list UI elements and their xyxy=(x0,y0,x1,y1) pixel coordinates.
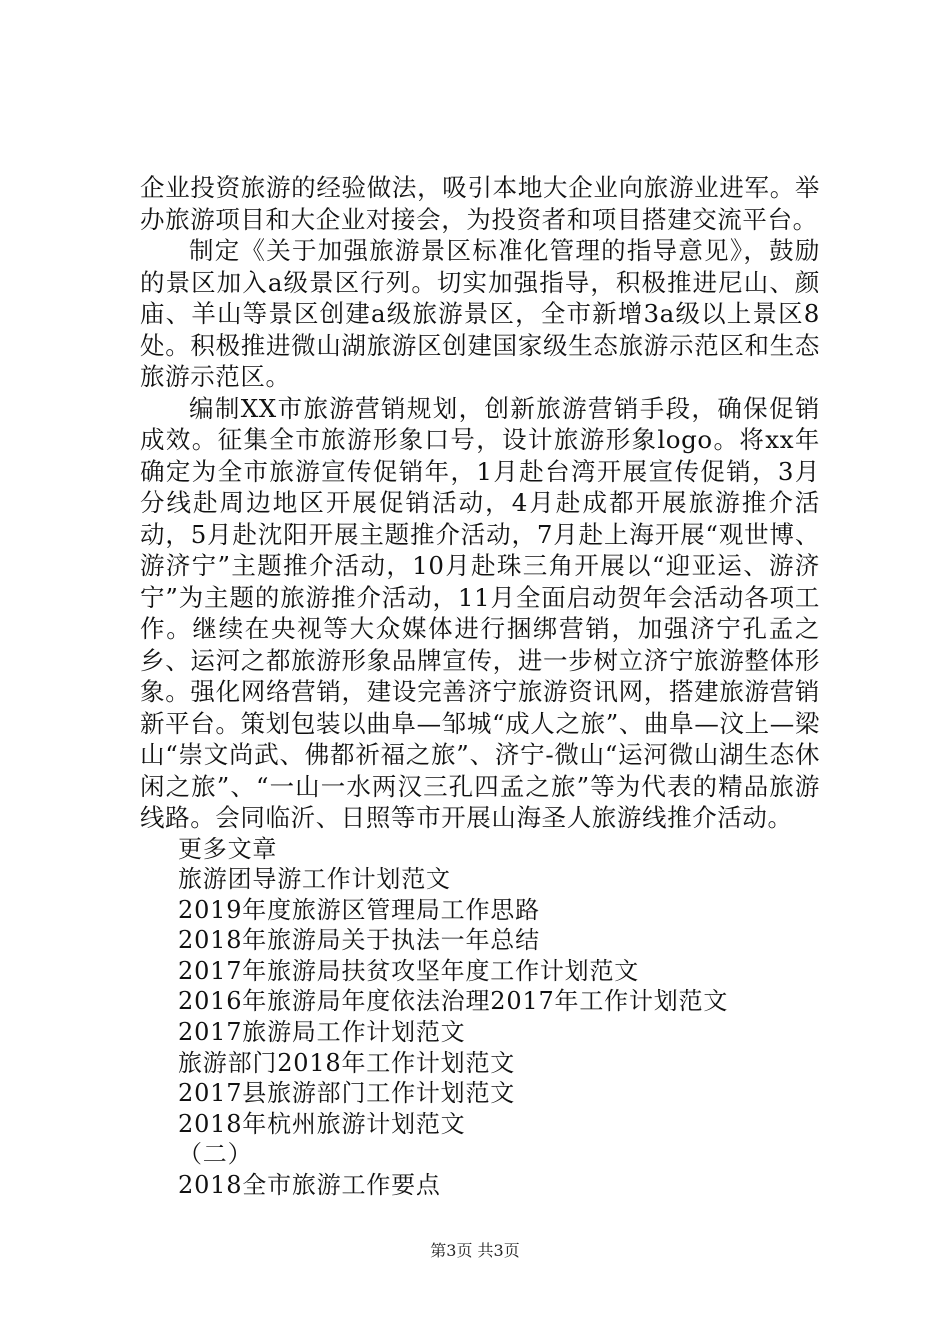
paragraph-scenic-standards: 制定《关于加强旅游景区标准化管理的指导意见》，鼓励的景区加入a级景区行列。切实加强指导，积极推进尼山、颜庙、羊山等景区创建a级旅游景区，全市新增3a级以上景区8处。积极推进微山湖旅游区创建国家级生态旅游示范区和生态旅游示范区。 xyxy=(140,236,820,391)
article-link[interactable]: 旅游团导游工作计划范文 xyxy=(178,865,451,894)
paragraph-investment: 企业投资旅游的经验做法，吸引本地大企业向旅游业进军。举办旅游项目和大企业对接会，为投资者和项目搭建交流平台。 xyxy=(140,173,820,234)
list-item[interactable] xyxy=(140,986,820,1017)
list-item[interactable] xyxy=(140,956,820,987)
document-body xyxy=(140,172,820,1201)
list-item[interactable] xyxy=(140,1109,820,1140)
paragraph-marketing: 编制XX市旅游营销规划，创新旅游营销手段，确保促销成效。征集全市旅游形象口号，设计旅游形象logo。将xx年确定为全市旅游宣传促销年，1月赴台湾开展宣传促销，3月分线赴周边地区开展促销活动，4月赴成都开展旅游推介活动，5月赴沈阳开展主题推介活动，7月赴上海开展“观世博、游济宁”主题推介活动，10月赴珠三角开展以“迎亚运、游济宁”为主题的旅游推介活动，11月全面启动贺年会活动各项工作。继续在央视等大众媒体进行捆绑营销，加强济宁孔孟之乡、运河之都旅游形象品牌宣传，进一步树立济宁旅游整体形象。强化网络营销，建设完善济宁旅游资讯网，搭建旅游营销新平台。策划包装以曲阜—邹城“成人之旅”、曲阜—汶上—梁山“崇文尚武、佛都祈福之旅”、济宁-微山“运河微山湖生态休闲之旅”、“一山一水两汉三孔四孟之旅”等为代表的精品旅游线路。会同临沂、日照等市开展山海圣人旅游线推介活动。 xyxy=(140,393,820,832)
list-item[interactable] xyxy=(140,925,820,956)
article-link[interactable]: 旅游部门2018年工作计划范文 xyxy=(178,1048,516,1077)
list-item[interactable] xyxy=(140,1048,820,1079)
article-link[interactable]: 2018年杭州旅游计划范文 xyxy=(178,1109,466,1138)
list-item[interactable] xyxy=(140,864,820,895)
page-footer: 第3页 共3页 xyxy=(430,1241,520,1260)
list-item[interactable] xyxy=(140,1078,820,1109)
article-link[interactable]: 2019年度旅游区管理局工作思路 xyxy=(178,895,540,924)
article-link[interactable]: 2017旅游局工作计划范文 xyxy=(178,1018,466,1047)
list-item[interactable] xyxy=(140,1017,820,1048)
more-articles-heading: 更多文章 xyxy=(178,834,278,863)
more-articles-list xyxy=(140,864,820,1201)
article-link[interactable]: 2017年旅游局扶贫攻坚年度工作计划范文 xyxy=(178,956,640,985)
list-item[interactable] xyxy=(140,1170,820,1201)
article-link[interactable]: 2018年旅游局关于执法一年总结 xyxy=(178,926,540,955)
list-item[interactable] xyxy=(140,1139,820,1170)
article-link[interactable]: 2018全市旅游工作要点 xyxy=(178,1171,441,1200)
article-link[interactable]: 2016年旅游局年度依法治理2017年工作计划范文 xyxy=(178,987,729,1016)
article-link[interactable]: 2017县旅游部门工作计划范文 xyxy=(178,1079,516,1108)
list-item[interactable] xyxy=(140,895,820,926)
article-link[interactable]: （二） xyxy=(178,1140,253,1169)
